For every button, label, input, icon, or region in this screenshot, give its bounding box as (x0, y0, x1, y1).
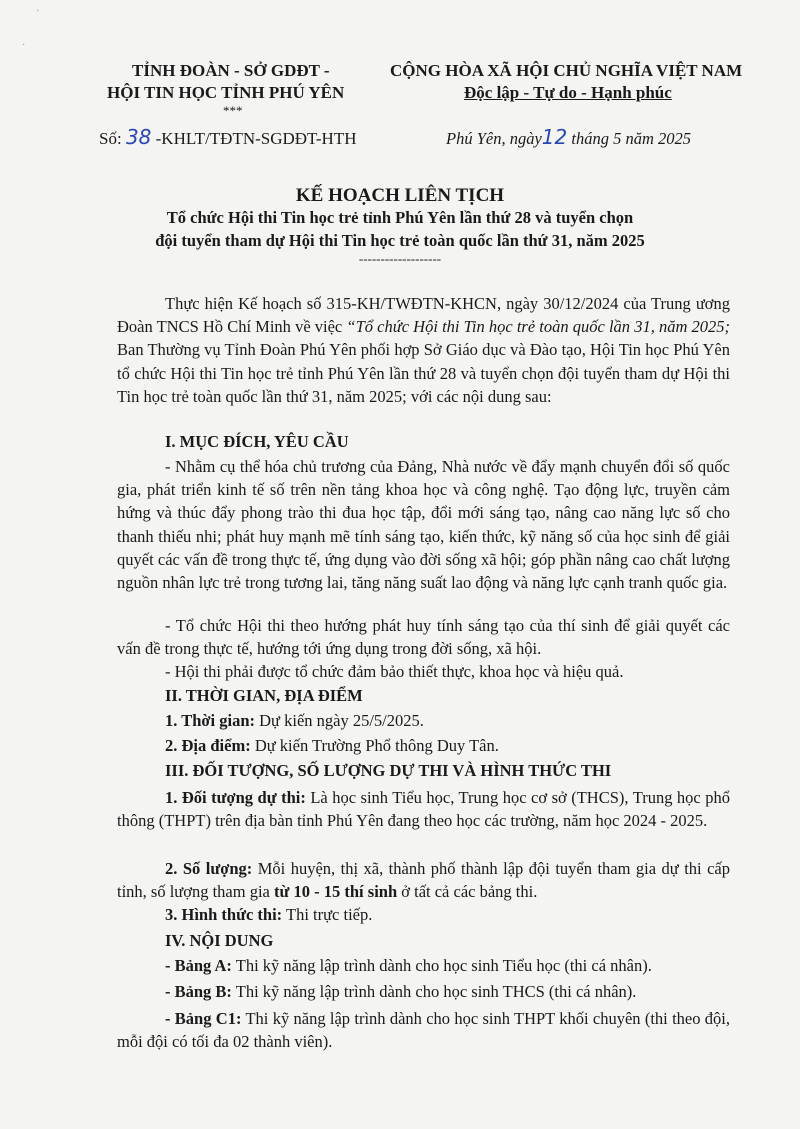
table-a-line: - Bảng A: Thi kỹ năng lập trình dành cho học sinh Tiểu học (thi cá nhân). (165, 956, 652, 975)
org-line1: TỈNH ĐOÀN - SỞ GDĐT - (132, 61, 330, 80)
section-1-paragraph-2: - Tổ chức Hội thi theo hướng phát huy tính sáng tạo của thí sinh để giải quyết các vấn đề trong thực tế, hướng tới ứng dụng trong đời sống, xã hội. (117, 616, 730, 659)
scan-speck: · (22, 40, 26, 51)
section-2-heading: II. THỜI GIAN, ĐỊA ĐIỂM (165, 686, 363, 705)
document-title: KẾ HOẠCH LIÊN TỊCH (295, 185, 505, 206)
form-line: 3. Hình thức thi: Thi trực tiếp. (165, 905, 373, 924)
section-1-paragraph-3: - Hội thi phải được tổ chức đảm bảo thiết thực, khoa học và hiệu quả. (165, 662, 624, 681)
country-line1: CỘNG HÒA XÃ HỘI CHỦ NGHĨA VIỆT NAM (390, 61, 743, 80)
document-date: Phú Yên, ngày12 tháng 5 năm 2025 (446, 125, 691, 149)
intro-paragraph: Thực hiện Kế hoạch số 315-KH/TWĐTN-KHCN, ngày 30/12/2024 của Trung ương Đoàn TNCS Hồ Chí Minh về việc “Tổ chức Hội thi Tin học trẻ toàn quốc lần 31, năm 2025; Ban Thường vụ Tỉnh Đoàn Phú Yên phối hợp Sở Giáo dục và Đào tạo, Hội Tin học Phú Yên tổ chức Hội thi Tin học trẻ tỉnh Phú Yên lần thứ 28 và tuyển chọn đội tuyển tham dự Hội thi Tin học trẻ toàn quốc lần thứ 31, năm 2025; với các nội dung sau: (117, 294, 731, 406)
org-line2: HỘI TIN HỌC TỈNH PHÚ YÊN (107, 83, 345, 102)
country-line2: Độc lập - Tự do - Hạnh phúc (464, 83, 672, 102)
time-line: 1. Thời gian: Dự kiến ngày 25/5/2025. (165, 711, 424, 730)
place-line: 2. Địa điểm: Dự kiến Trường Phổ thông Duy Tân. (165, 736, 499, 755)
table-c1-paragraph: - Bảng C1: Thi kỹ năng lập trình dành cho học sinh THPT khối chuyên (thi theo đội, mỗi đội có tối đa 02 thành viên). (117, 1009, 731, 1052)
handwritten-day: 12 (541, 125, 568, 149)
document-subtitle-line1: Tổ chức Hội thi Tin học trẻ tỉnh Phú Yên lần thứ 28 và tuyển chọn (166, 208, 634, 227)
table-b-line: - Bảng B: Thi kỹ năng lập trình dành cho học sinh THCS (thi cá nhân). (165, 982, 637, 1001)
section-1-paragraph-1: - Nhằm cụ thể hóa chủ trương của Đảng, Nhà nước về đẩy mạnh chuyển đổi số quốc gia, phát triển kinh tế số trên nền tảng khoa học và công nghệ. Tạo động lực, truyền cảm hứng và thúc đẩy phong trào thi đua học tập, đổi mới sáng tạo, nâng cao năng lực số cho thanh thiếu nhi; phát huy mạnh mẽ tính sáng tạo, kiến thức, kỹ năng số của học sinh để giải quyết các vấn đề trong thực tế, ứng dụng vào đời sống xã hội; góp phần nâng cao chất lượng nguồn nhân lực trẻ trong tương lai, tăng năng suất lao động và năng lực cạnh tranh quốc gia. (117, 457, 730, 593)
section-3-heading: III. ĐỐI TƯỢNG, SỐ LƯỢNG DỰ THI VÀ HÌNH THỨC THI (165, 761, 612, 780)
document-subtitle-line2: đội tuyển tham dự Hội thi Tin học trẻ toàn quốc lần thứ 31, năm 2025 (155, 231, 645, 250)
participants-paragraph: 1. Đối tượng dự thi: Là học sinh Tiểu học, Trung học cơ sở (THCS), Trung học phổ thông (THPT) trên địa bàn tỉnh Phú Yên đang theo học các trường, năm học 2024 - 2025. (117, 788, 730, 831)
section-1-heading: I. MỤC ĐÍCH, YÊU CẦU (165, 432, 349, 451)
handwritten-number: 38 (125, 125, 152, 149)
quantity-paragraph: 2. Số lượng: Mỗi huyện, thị xã, thành phố thành lập đội tuyển tham gia dự thi cấp tỉnh, số lượng tham gia từ 10 - 15 thí sinh ở tất cả các bảng thi. (117, 859, 730, 902)
section-4-heading: IV. NỘI DUNG (165, 931, 274, 950)
document-number: Số: 38 -KHLT/TĐTN-SGDĐT-HTH (99, 125, 357, 149)
org-stars: *** (223, 103, 243, 118)
scan-speck: · (36, 6, 40, 17)
title-divider: ------------------- (358, 251, 442, 266)
